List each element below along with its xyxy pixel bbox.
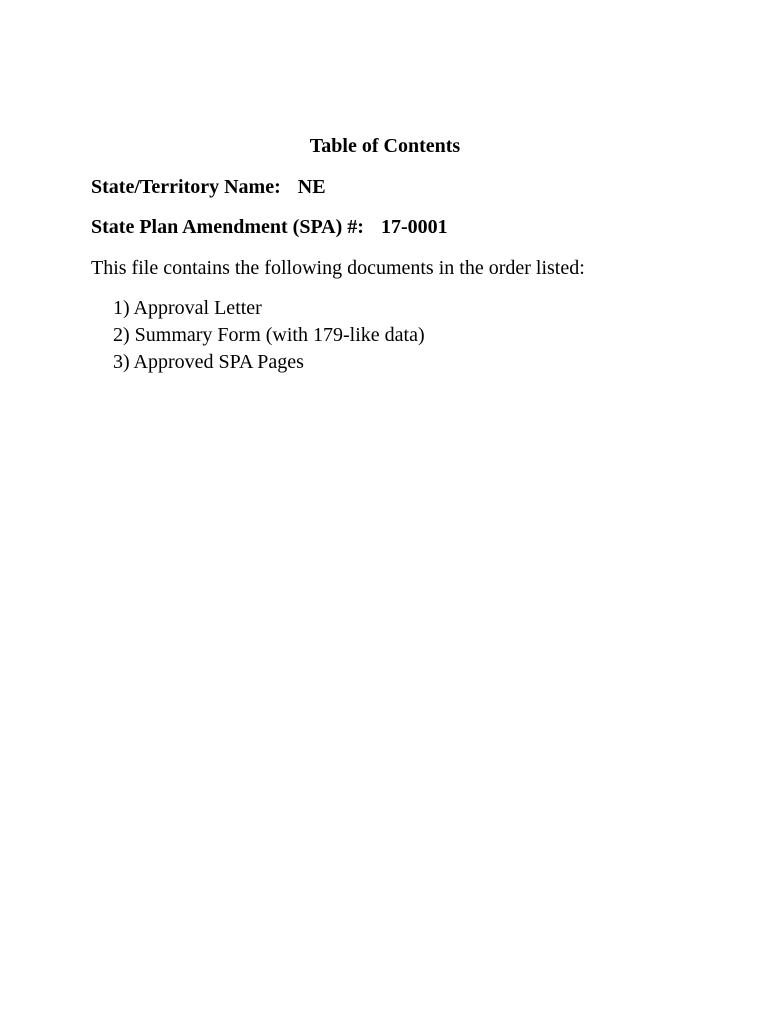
spa-number-row [91,214,448,240]
spa-number-value: 17-0001 [380,216,448,238]
state-territory-row [91,174,326,200]
spa-number-label: State Plan Amendment (SPA) #: [91,216,364,238]
list-item: 2) Summary Form (with 179-like data) [113,324,425,346]
list-item: 3) Approved SPA Pages [113,351,304,373]
state-territory-label: State/Territory Name: [91,176,281,198]
page-title: Table of Contents [309,135,461,157]
list-item: 1) Approval Letter [113,297,262,319]
intro-text: This file contains the following documents in the order listed: [91,257,585,279]
document-list [113,295,425,376]
state-territory-value: NE [297,176,326,198]
